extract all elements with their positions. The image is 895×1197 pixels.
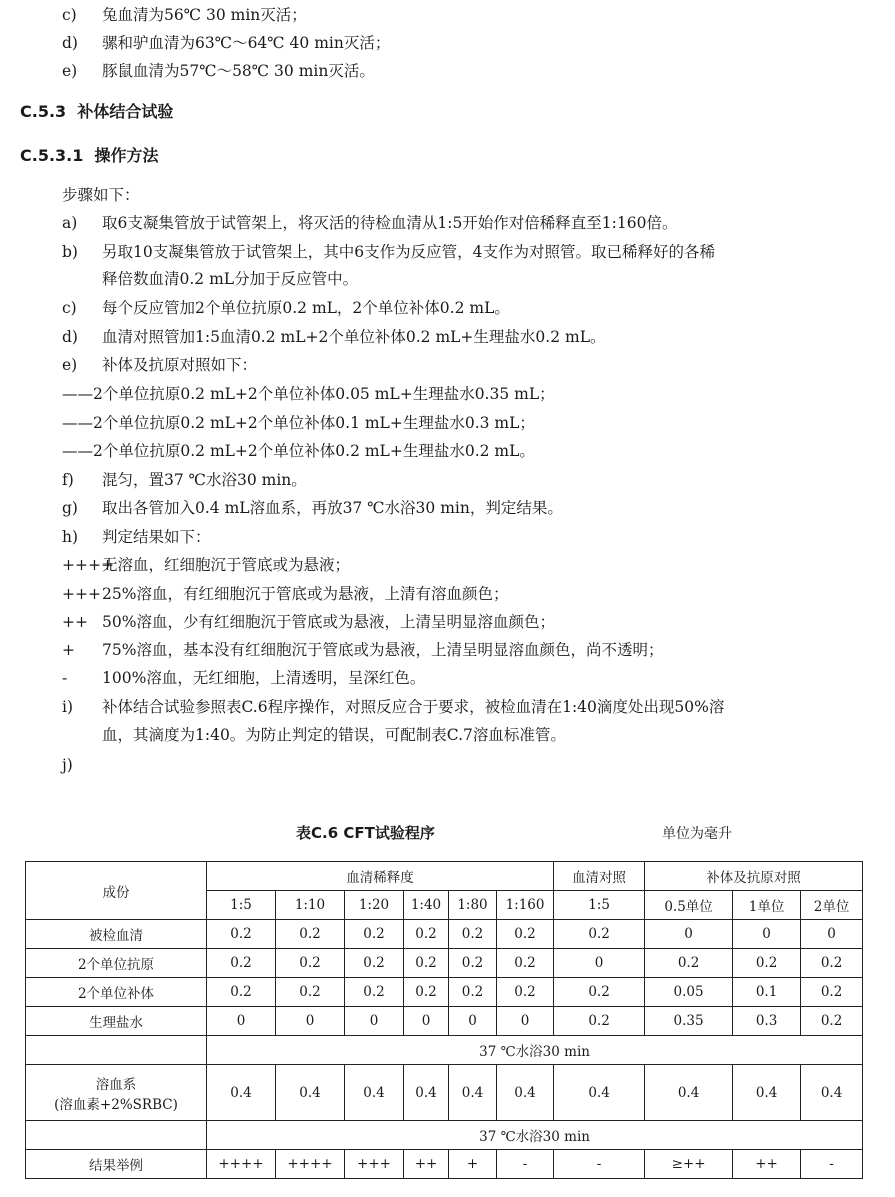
grade-item: - 100%溶血，无红细胞，上清透明，呈深红色。 bbox=[62, 669, 426, 687]
table-cell: - bbox=[801, 1150, 863, 1179]
table-cell: 0.2 bbox=[801, 978, 863, 1007]
table-cell: 0.2 bbox=[404, 920, 449, 949]
table-row bbox=[26, 1007, 863, 1036]
row-label: 2个单位补体 bbox=[26, 978, 207, 1007]
step-h: h) 判定结果如下： bbox=[62, 528, 211, 546]
table-cell: 0.2 bbox=[449, 949, 497, 978]
column-header: 1:20 bbox=[345, 891, 404, 920]
table-cell: 0.2 bbox=[801, 949, 863, 978]
table-cell: - bbox=[497, 1150, 554, 1179]
table-cell: 0 bbox=[801, 920, 863, 949]
table-cell: 0.4 bbox=[554, 1065, 645, 1121]
table-cell: - bbox=[554, 1150, 645, 1179]
step-e: e) 补体及抗原对照如下： bbox=[62, 356, 258, 374]
control-item: ——2个单位抗原0.2 mL+2个单位补体0.2 mL+生理盐水0.2 mL。 bbox=[62, 442, 535, 460]
incubation-cell: 37 ℃水浴30 min bbox=[207, 1121, 863, 1150]
table-unit: 单位为毫升 bbox=[662, 826, 732, 842]
row-label: 生理盐水 bbox=[26, 1007, 207, 1036]
table-cell: 0 bbox=[449, 1007, 497, 1036]
step-g: g) 取出各管加入0.4 mL溶血系，再放37 ℃水浴30 min，判定结果。 bbox=[62, 499, 563, 517]
table-cell: 0 bbox=[276, 1007, 345, 1036]
table-cell: 0.2 bbox=[207, 949, 276, 978]
table-cell: 0.4 bbox=[207, 1065, 276, 1121]
table-cell: ++++ bbox=[276, 1150, 345, 1179]
inactivation-item: e) 豚鼠血清为57℃～58℃ 30 min灭活。 bbox=[62, 62, 375, 80]
section-heading: C.5.3 补体结合试验 bbox=[20, 102, 174, 121]
subsection-heading: C.5.3.1 操作方法 bbox=[20, 146, 159, 165]
table-cell: 0.2 bbox=[404, 978, 449, 1007]
grade-item: ++ 50%溶血，少有红细胞沉于管底或为悬液，上清呈明显溶血颜色； bbox=[62, 613, 555, 631]
table-cell: ++++ bbox=[207, 1150, 276, 1179]
table-cell: 0.2 bbox=[449, 978, 497, 1007]
table-cell: 0.2 bbox=[554, 920, 645, 949]
table-cell: 0 bbox=[345, 1007, 404, 1036]
table-cell: 0.35 bbox=[645, 1007, 733, 1036]
step-a: a) 取6支凝集管放于试管架上，将灭活的待检血清从1:5开始作对倍稀释直至1:160倍。 bbox=[62, 214, 678, 232]
step-b-continuation: 释倍数血清0.2 mL分加于反应管中。 bbox=[102, 270, 359, 288]
row-label: 2个单位抗原 bbox=[26, 949, 207, 978]
column-header: 1:10 bbox=[276, 891, 345, 920]
row-label: 结果举例 bbox=[26, 1150, 207, 1179]
steps-intro: 步骤如下： bbox=[62, 186, 140, 204]
header-serum-control: 血清对照 bbox=[554, 862, 645, 891]
table-cell: ++ bbox=[733, 1150, 801, 1179]
table-row bbox=[26, 949, 863, 978]
column-header: 1单位 bbox=[733, 891, 801, 920]
table-cell: 0.4 bbox=[404, 1065, 449, 1121]
table-cell: 0.2 bbox=[497, 920, 554, 949]
control-item: ——2个单位抗原0.2 mL+2个单位补体0.05 mL+生理盐水0.35 mL； bbox=[62, 385, 555, 403]
table-cell: 0.2 bbox=[345, 920, 404, 949]
table-cell: + bbox=[449, 1150, 497, 1179]
inactivation-item: d) 骡和驴血清为63℃～64℃ 40 min灭活； bbox=[62, 34, 391, 52]
grade-item: ++++无溶血，红细胞沉于管底或为悬液； bbox=[62, 556, 351, 574]
column-header: 2单位 bbox=[801, 891, 863, 920]
header-component: 成份 bbox=[26, 862, 207, 920]
table-cell: 0.2 bbox=[497, 978, 554, 1007]
table-cell: 0.2 bbox=[404, 949, 449, 978]
step-b: b) 另取10支凝集管放于试管架上，其中6支作为反应管，4支作为对照管。取已稀释好的各稀 bbox=[62, 243, 715, 261]
result-row bbox=[26, 1150, 863, 1179]
table-cell: 0.2 bbox=[276, 978, 345, 1007]
grade-item: +++25%溶血，有红细胞沉于管底或为悬液，上清有溶血颜色； bbox=[62, 585, 509, 603]
table-cell: 0 bbox=[645, 920, 733, 949]
row-label: 溶血系 (溶血素+2%SRBC) bbox=[26, 1065, 207, 1121]
table-cell: 0.4 bbox=[733, 1065, 801, 1121]
incubation-row bbox=[26, 1036, 863, 1065]
row-label-empty bbox=[26, 1036, 207, 1065]
step-c: c) 每个反应管加2个单位抗原0.2 mL，2个单位补体0.2 mL。 bbox=[62, 299, 510, 317]
table-cell: ++ bbox=[404, 1150, 449, 1179]
column-header: 1:80 bbox=[449, 891, 497, 920]
table-caption: 表C.6 CFT试验程序 bbox=[296, 824, 435, 842]
table-cell: ≥++ bbox=[645, 1150, 733, 1179]
table-cell: 0 bbox=[404, 1007, 449, 1036]
table-cell: 0.1 bbox=[733, 978, 801, 1007]
table-cell: 0.2 bbox=[345, 949, 404, 978]
column-header: 0.5单位 bbox=[645, 891, 733, 920]
table-cell: 0.4 bbox=[645, 1065, 733, 1121]
table-cell: 0.3 bbox=[733, 1007, 801, 1036]
table-cell: 0.2 bbox=[497, 949, 554, 978]
table-cell: 0.2 bbox=[207, 978, 276, 1007]
table-cell: 0 bbox=[554, 949, 645, 978]
column-header: 1:40 bbox=[404, 891, 449, 920]
row-label-empty bbox=[26, 1121, 207, 1150]
table-cell: 0.4 bbox=[449, 1065, 497, 1121]
row-label: 被检血清 bbox=[26, 920, 207, 949]
table-cell: 0.4 bbox=[345, 1065, 404, 1121]
column-header: 1:5 bbox=[207, 891, 276, 920]
cft-table bbox=[25, 861, 863, 1179]
table-cell: 0.4 bbox=[276, 1065, 345, 1121]
step-d: d) 血清对照管加1:5血清0.2 mL+2个单位补体0.2 mL+生理盐水0.2 mL。 bbox=[62, 328, 606, 346]
table-cell: 0.2 bbox=[801, 1007, 863, 1036]
step-f: f) 混匀，置37 ℃水浴30 min。 bbox=[62, 471, 307, 489]
table-header-row bbox=[26, 862, 863, 891]
hemolysin-row bbox=[26, 1065, 863, 1121]
step-i: i) 补体结合试验参照表C.6程序操作，对照反应合于要求，被检血清在1:40滴度处出现50%溶 bbox=[62, 698, 725, 716]
table-cell: 0.2 bbox=[276, 920, 345, 949]
step-j: j) bbox=[62, 756, 73, 774]
table-row bbox=[26, 978, 863, 1007]
table-cell: 0.2 bbox=[733, 949, 801, 978]
column-header: 1:5 bbox=[554, 891, 645, 920]
grade-item: + 75%溶血，基本没有红细胞沉于管底或为悬液，上清呈明显溶血颜色，尚不透明； bbox=[62, 641, 664, 659]
table-cell: 0.2 bbox=[645, 949, 733, 978]
inactivation-item: c) 兔血清为56℃ 30 min灭活； bbox=[62, 6, 307, 24]
table-cell: 0 bbox=[733, 920, 801, 949]
table-cell: +++ bbox=[345, 1150, 404, 1179]
table-cell: 0.05 bbox=[645, 978, 733, 1007]
header-complement-control: 补体及抗原对照 bbox=[645, 862, 863, 891]
table-cell: 0.2 bbox=[345, 978, 404, 1007]
header-dilution: 血清稀释度 bbox=[207, 862, 554, 891]
step-i-continuation: 血，其滴度为1:40。为防止判定的错误，可配制表C.7溶血标准管。 bbox=[102, 726, 566, 744]
table-cell: 0.2 bbox=[207, 920, 276, 949]
table-cell: 0.2 bbox=[554, 1007, 645, 1036]
incubation-cell: 37 ℃水浴30 min bbox=[207, 1036, 863, 1065]
table-cell: 0.4 bbox=[801, 1065, 863, 1121]
table-cell: 0 bbox=[207, 1007, 276, 1036]
table-cell: 0.2 bbox=[276, 949, 345, 978]
table-cell: 0.4 bbox=[497, 1065, 554, 1121]
table-cell: 0.2 bbox=[554, 978, 645, 1007]
table-row bbox=[26, 920, 863, 949]
table-cell: 0 bbox=[497, 1007, 554, 1036]
control-item: ——2个单位抗原0.2 mL+2个单位补体0.1 mL+生理盐水0.3 mL； bbox=[62, 414, 535, 432]
table-cell: 0.2 bbox=[449, 920, 497, 949]
column-header: 1:160 bbox=[497, 891, 554, 920]
incubation-row bbox=[26, 1121, 863, 1150]
